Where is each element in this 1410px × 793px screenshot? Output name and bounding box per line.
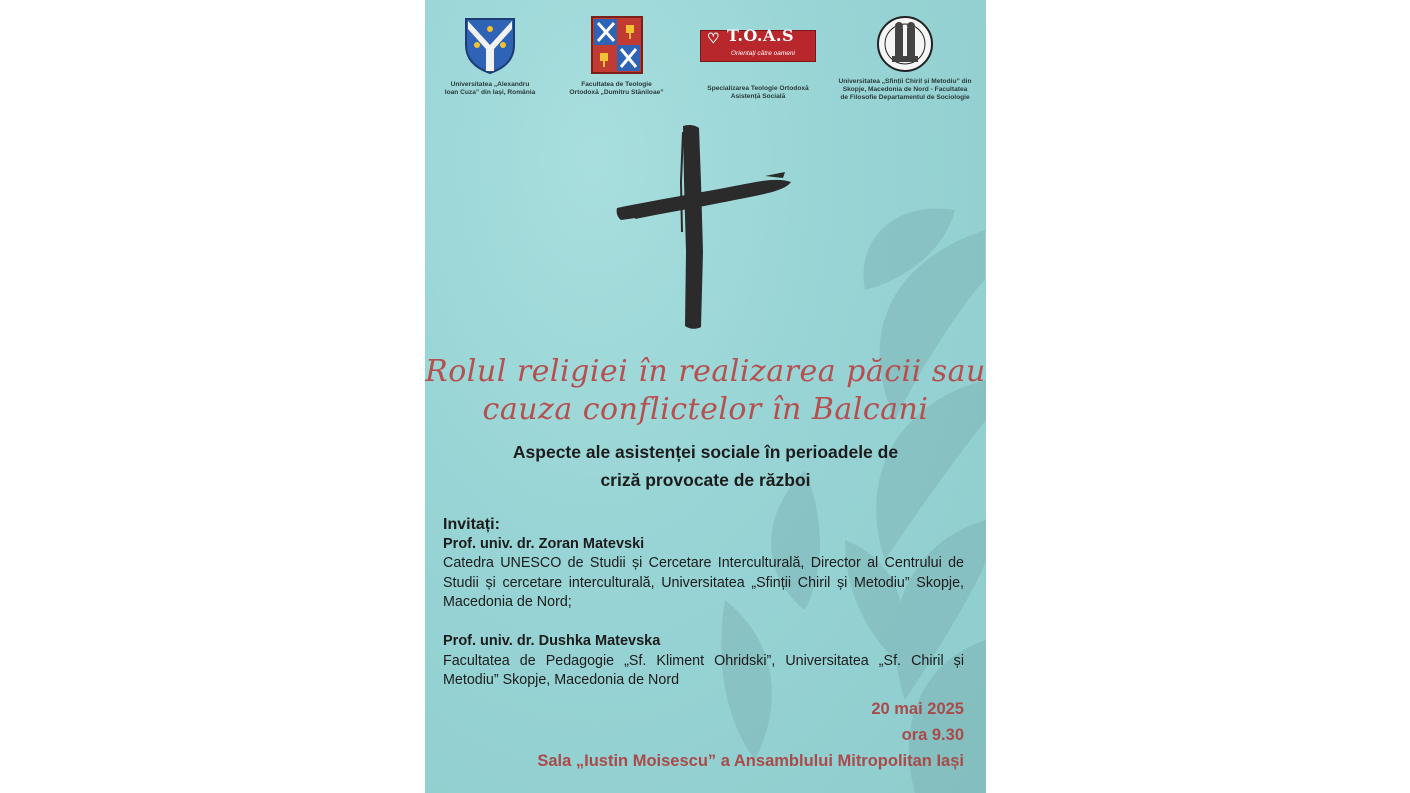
logo-faculty <box>559 15 674 97</box>
logo-skopje-label-3: de Filosofie Departamentul de Sociologie <box>840 94 970 101</box>
subtitle <box>465 438 946 494</box>
title-line-1: Rolul religiei în realizarea păcii sau <box>425 354 986 389</box>
logo-toas-label-2: Asistență Socială <box>730 93 786 100</box>
logo-skopje-label-2: Skopje, Macedonia de Nord - Facultatea <box>842 86 968 93</box>
university-crest-icon <box>462 15 518 75</box>
logo-faculty-label-1: Facultatea de Teologie <box>581 81 652 88</box>
event-date: 20 mai 2025 <box>871 700 964 718</box>
logo-uaic-label-1: Universitatea „Alexandru <box>450 81 530 88</box>
logo-uaic <box>435 15 545 97</box>
guest-block-2 <box>443 632 964 691</box>
event-poster <box>425 0 986 793</box>
event-time: ora 9.30 <box>901 726 964 744</box>
guest-name: Prof. univ. dr. Zoran Matevski <box>443 535 645 552</box>
guest-name: Prof. univ. dr. Dushka Matevska <box>443 633 661 649</box>
skopje-seal-icon <box>876 14 934 74</box>
event-venue: Sala „Iustin Moisescu” a Ansamblului Mitropolitan Iași <box>537 752 964 770</box>
title-line-2: cauza conflictelor în Balcani <box>482 392 929 427</box>
subtitle-line-2: criză provocate de război <box>600 470 811 490</box>
logo-skopje <box>829 14 981 102</box>
faculty-crest-icon <box>590 15 644 75</box>
toas-logo-tagline: Orientați către oameni <box>731 50 795 57</box>
subtitle-line-1: Aspecte ale asistenței sociale în perioadele de <box>512 442 899 462</box>
logo-skopje-label-1: Universitatea „Sfinții Chiril și Metodiu” din <box>838 78 972 85</box>
guest-affiliation: Facultatea de Pedagogie „Sf. Kliment Ohridski”, Universitatea „Sf. Chiril și Metodiu” Skopje, Macedonia de Nord <box>443 652 964 688</box>
guests-heading: Invitați: <box>443 516 500 533</box>
guests-section <box>443 515 964 613</box>
toas-logo-icon: ♡ T.O.A.S Orientați către oameni <box>700 30 816 62</box>
cross-icon <box>615 122 795 332</box>
logo-uaic-label-2: Ioan Cuza” din Iași, România <box>444 89 536 96</box>
logo-toas <box>693 26 823 101</box>
guest-affiliation: Catedra UNESCO de Studii și Cercetare Interculturală, Director al Centrului de Studii și cercetare interculturală, Universitatea „Sfinții Chiril și Metodiu” Skopje, Macedonia de Nord; <box>443 555 964 610</box>
toas-logo-text: T.O.A.S <box>727 26 795 45</box>
logo-toas-label-1: Specializarea Teologie Ortodoxă <box>707 85 809 92</box>
logo-faculty-label-2: Ortodoxă „Dumitru Stăniloae” <box>569 89 664 96</box>
